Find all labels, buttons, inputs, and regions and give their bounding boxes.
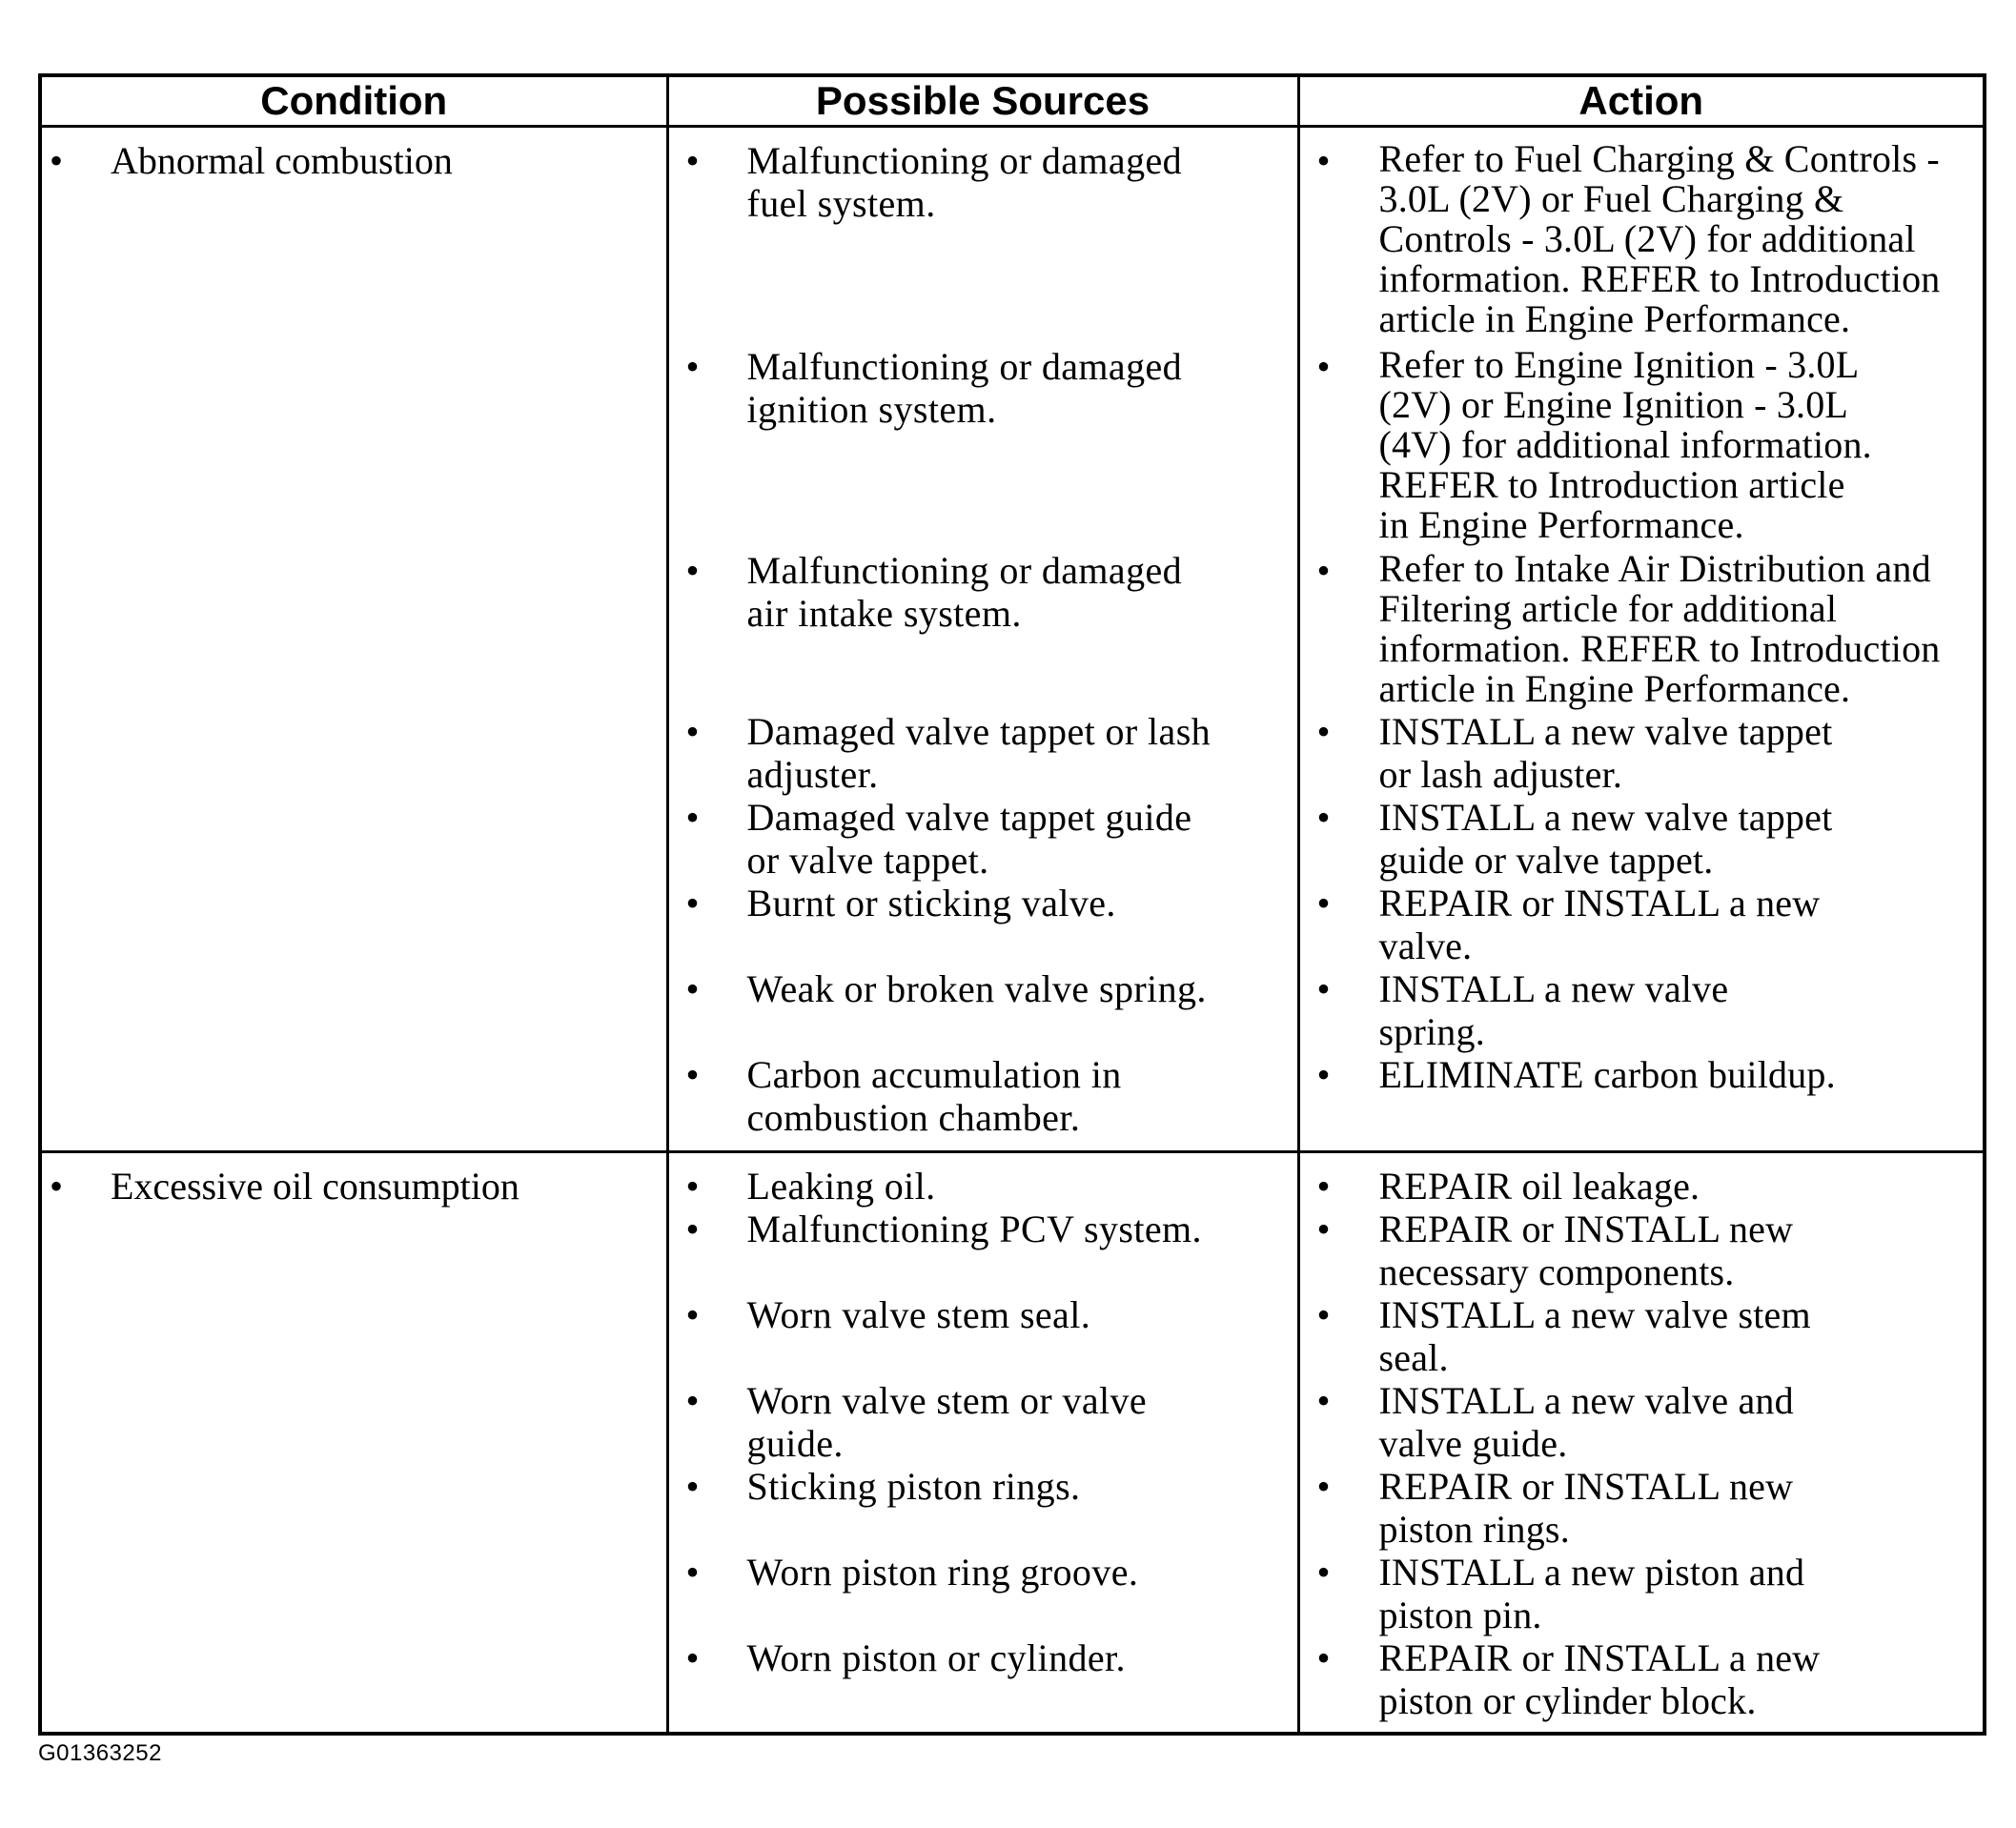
bullet-icon: • [50, 1165, 64, 1208]
action-item [1300, 1379, 1984, 1465]
action-text: REPAIR oil leakage. [1378, 1165, 1700, 1208]
bullet-icon: • [50, 139, 64, 182]
bullet-icon: • [685, 1379, 700, 1422]
bullet-icon: • [1316, 1293, 1331, 1336]
bullet-icon: • [685, 1208, 700, 1250]
bullet-icon: • [1316, 796, 1331, 839]
sources-cell [667, 127, 1298, 1152]
action-text: REPAIR or INSTALL new piston rings. [1378, 1465, 1794, 1551]
actions-cell [1298, 1152, 1985, 1735]
action-text: INSTALL a new valve spring. [1378, 967, 1729, 1053]
action-text: REPAIR or INSTALL a new valve. [1378, 882, 1821, 967]
action-item [1300, 1053, 1984, 1141]
action-text: INSTALL a new piston and piston pin. [1378, 1551, 1805, 1636]
header-condition: Condition [40, 75, 667, 127]
bullet-icon: • [1316, 1636, 1331, 1679]
bullet-icon: • [685, 1636, 700, 1679]
source-text: Malfunctioning or damaged air intake system. [746, 549, 1183, 635]
source-item [669, 345, 1297, 549]
source-item [669, 882, 1297, 967]
source-item [669, 1465, 1297, 1551]
sources-cell [667, 1152, 1298, 1735]
source-item [669, 1551, 1297, 1636]
bullet-icon: • [685, 710, 700, 753]
source-item [669, 1165, 1297, 1208]
action-item [1300, 796, 1984, 882]
action-text: INSTALL a new valve tappet or lash adjuster. [1378, 710, 1833, 796]
source-text: Burnt or sticking valve. [746, 882, 1116, 924]
action-item [1300, 710, 1984, 796]
bullet-icon: • [685, 139, 700, 182]
source-text: Malfunctioning or damaged fuel system. [746, 139, 1183, 225]
source-text: Sticking piston rings. [746, 1465, 1081, 1508]
action-item [1300, 1636, 1984, 1722]
source-item [669, 710, 1297, 796]
action-item [1300, 967, 1984, 1053]
action-item [1300, 1551, 1984, 1636]
bullet-icon: • [1316, 1165, 1331, 1208]
action-text: INSTALL a new valve and valve guide. [1378, 1379, 1794, 1465]
source-item [669, 967, 1297, 1053]
source-item [669, 549, 1297, 710]
bullet-icon: • [685, 345, 700, 388]
condition-cell [40, 1152, 667, 1735]
source-text: Malfunctioning or damaged ignition system. [746, 345, 1183, 431]
source-text: Leaking oil. [746, 1165, 936, 1208]
bullet-icon: • [1316, 1465, 1331, 1508]
bullet-icon: • [1316, 139, 1331, 182]
condition-text: Excessive oil consumption [111, 1165, 519, 1208]
figure-id: G01363252 [38, 1740, 162, 1766]
action-item [1300, 345, 1984, 549]
table-row-excessive-oil-consumption [40, 1152, 1985, 1735]
action-text: Refer to Intake Air Distribution and Filtering article for additional information. REFER to Introduction article in Engine Performance. [1378, 547, 1941, 710]
header-possible-sources: Possible Sources [667, 75, 1298, 127]
bullet-icon: • [1316, 549, 1331, 592]
source-item [669, 1053, 1297, 1141]
bullet-icon: • [1316, 710, 1331, 753]
bullet-icon: • [1316, 882, 1331, 924]
action-text: Refer to Fuel Charging & Controls - 3.0L (2V) or Fuel Charging & Controls - 3.0L (2V) for additional information. REFER to Introduction article in Engine Performance. [1378, 137, 1941, 340]
action-text: ELIMINATE carbon buildup. [1378, 1053, 1836, 1096]
bullet-icon: • [685, 1465, 700, 1508]
header-action: Action [1298, 75, 1985, 127]
bullet-icon: • [1316, 345, 1331, 388]
diagnosis-table [38, 73, 1986, 1736]
source-text: Worn piston or cylinder. [746, 1636, 1126, 1679]
action-item [1300, 1293, 1984, 1379]
bullet-icon: • [685, 1165, 700, 1208]
bullet-icon: • [1316, 1379, 1331, 1422]
bullet-icon: • [685, 1293, 700, 1336]
source-text: Weak or broken valve spring. [746, 967, 1207, 1010]
source-text: Worn valve stem or valve guide. [746, 1379, 1148, 1465]
source-text: Carbon accumulation in combustion chamber. [746, 1053, 1122, 1139]
action-text: INSTALL a new valve stem seal. [1378, 1293, 1811, 1379]
source-item [669, 1636, 1297, 1722]
source-item [669, 139, 1297, 345]
source-text: Damaged valve tappet or lash adjuster. [746, 710, 1212, 796]
source-text: Malfunctioning PCV system. [746, 1208, 1202, 1250]
actions-cell [1298, 127, 1985, 1152]
bullet-icon: • [1316, 967, 1331, 1010]
action-text: INSTALL a new valve tappet guide or valve tappet. [1378, 796, 1833, 882]
condition-cell [40, 127, 667, 1152]
bullet-icon: • [685, 882, 700, 924]
source-item [669, 1379, 1297, 1465]
action-item [1300, 1165, 1984, 1208]
table-row-abnormal-combustion [40, 127, 1985, 1152]
action-item [1300, 549, 1984, 710]
action-text: Refer to Engine Ignition - 3.0L (2V) or Engine Ignition - 3.0L (4V) for additional information. REFER to Introduction article in Engine Performance. [1378, 343, 1872, 546]
source-item [669, 1208, 1297, 1293]
bullet-icon: • [685, 549, 700, 592]
bullet-icon: • [685, 796, 700, 839]
source-text: Damaged valve tappet guide or valve tappet. [746, 796, 1192, 882]
bullet-icon: • [1316, 1551, 1331, 1594]
bullet-icon: • [685, 967, 700, 1010]
source-item [669, 1293, 1297, 1379]
header-row [40, 75, 1985, 127]
action-item [1300, 1465, 1984, 1551]
source-text: Worn piston ring groove. [746, 1551, 1139, 1594]
bullet-icon: • [685, 1053, 700, 1096]
bullet-icon: • [685, 1551, 700, 1594]
action-text: REPAIR or INSTALL a new piston or cylinder block. [1378, 1636, 1821, 1722]
source-item [669, 796, 1297, 882]
source-text: Worn valve stem seal. [746, 1293, 1091, 1336]
bullet-icon: • [1316, 1208, 1331, 1250]
action-item [1300, 139, 1984, 345]
action-item [1300, 1208, 1984, 1293]
condition-text: Abnormal combustion [111, 139, 453, 182]
action-text: REPAIR or INSTALL new necessary components. [1378, 1208, 1794, 1293]
bullet-icon: • [1316, 1053, 1331, 1096]
action-item [1300, 882, 1984, 967]
